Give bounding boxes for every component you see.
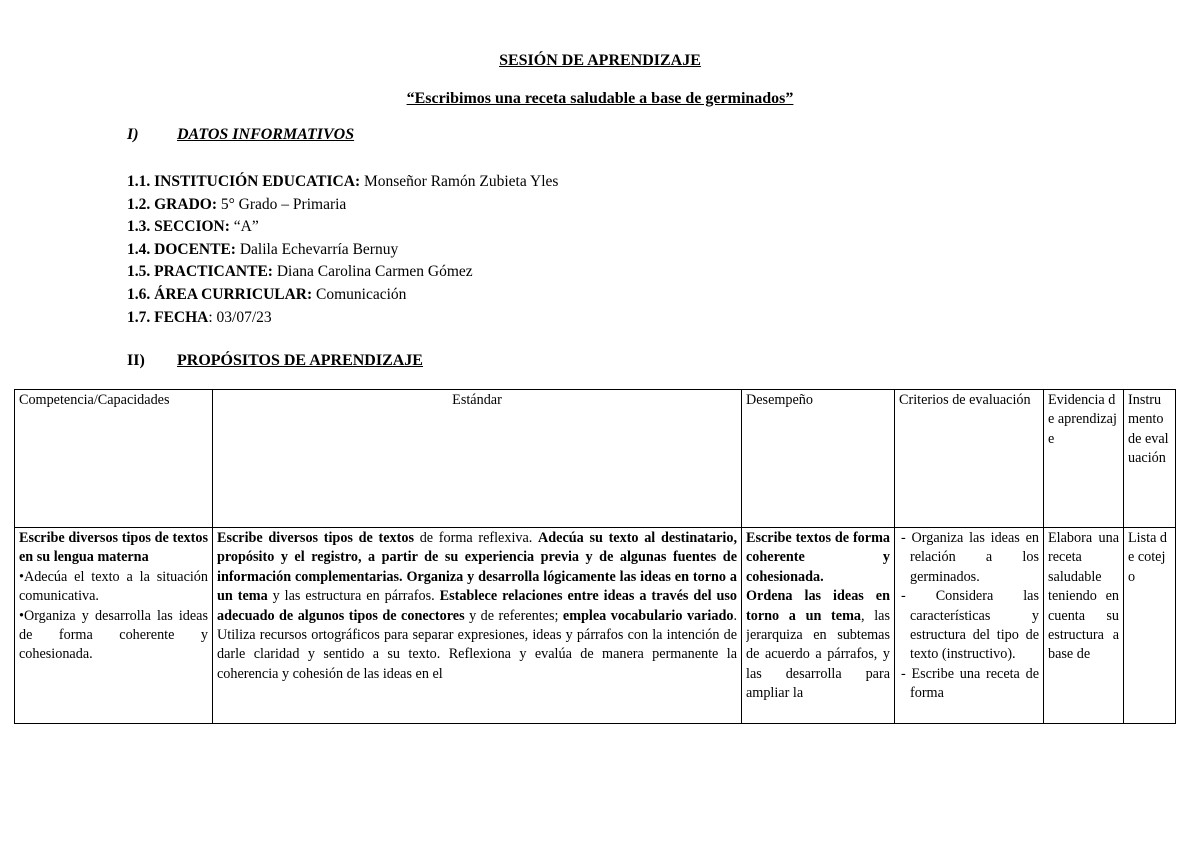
info-value: “A” [229, 218, 259, 236]
section-title: DATOS INFORMATIVOS [177, 126, 355, 143]
header-desempeno: Desempeño [742, 390, 895, 528]
section-propositos [127, 352, 423, 370]
info-row-institucion [127, 171, 558, 194]
info-label: 1.5. PRACTICANTE: [127, 263, 273, 281]
header-evidencia: Evidencia de aprendizaje [1044, 390, 1124, 528]
criterio-item: - Organiza las ideas en relación a los germinados. [901, 530, 1039, 585]
estandar-bold-1: Escribe diversos tipos de textos [217, 530, 414, 546]
info-label: 1.2. GRADO: [127, 195, 217, 213]
info-label: 1.7. FECHA [127, 308, 209, 326]
capacidad-1: •Adecúa el texto a la situación comunicativa. [19, 568, 208, 605]
info-label: 1.3. SECCION: [127, 218, 230, 236]
info-label: 1.1. INSTITUCIÓN EDUCATICA: [127, 173, 361, 190]
table-header-row [15, 390, 1176, 528]
cell-estandar [213, 528, 742, 724]
cell-desempeno [742, 528, 895, 724]
propositos-table [14, 389, 1176, 724]
criterio-item: - Escribe una receta de forma [901, 665, 1039, 702]
session-subtitle: “Escribimos una receta saludable a base de germinados” [406, 90, 794, 107]
document-title: SESIÓN DE APRENDIZAJE [499, 52, 701, 69]
desempeno-content [746, 529, 890, 723]
cell-instrumento [1124, 528, 1176, 724]
estandar-text-1: de forma reflexiva. [414, 530, 539, 546]
info-row-grado [127, 194, 558, 217]
header-competencia: Competencia/Capacidades [15, 390, 213, 528]
info-value: Comunicación [312, 285, 407, 303]
cell-criterios [895, 528, 1044, 724]
cell-evidencia [1044, 528, 1124, 724]
info-row-seccion [127, 216, 558, 239]
section-number: I) [127, 126, 139, 143]
section-title: PROPÓSITOS DE APRENDIZAJE [177, 352, 423, 369]
table-row [15, 528, 1176, 724]
header-estandar: Estándar [213, 390, 742, 528]
info-value: Dalila Echevarría Bernuy [235, 240, 399, 258]
section-datos-informativos [127, 126, 354, 144]
estandar-text-3: y de referentes; [464, 607, 563, 624]
info-row-fecha [127, 307, 558, 330]
criterios-content [899, 529, 1039, 723]
estandar-bold-4: emplea vocabulario variado [562, 607, 734, 624]
estandar-bold-3: Establece relaciones entre ideas a través del uso adecuado de algunos tipos de conectores [217, 588, 737, 624]
info-value: 5° Grado – Primaria [216, 195, 347, 213]
desempeno-bold-1: Escribe textos de forma coherente y cohesionada. [746, 530, 890, 585]
evidencia-content: Elabora una receta saludable teniendo en cuenta su estructura a base de [1048, 530, 1119, 663]
cell-competencia [15, 528, 213, 724]
competencia-title: Escribe diversos tipos de textos en su lengua materna [19, 530, 208, 566]
instrumento-content: Lista de cotejo [1128, 530, 1168, 585]
estandar-text-2: y las estructura en párrafos. [267, 588, 440, 605]
header-criterios: Criterios de evaluación [895, 390, 1044, 528]
info-row-docente [127, 239, 558, 262]
info-label: 1.4. DOCENTE: [127, 240, 236, 258]
desempeno-text-2: , las jerarquiza en subtemas de acuerdo a párrafos, y las desarrolla para ampliar la [746, 607, 890, 702]
info-value: Diana Carolina Carmen Gómez [272, 263, 473, 281]
info-label: 1.6. ÁREA CURRICULAR: [127, 285, 313, 303]
competencia-content [19, 529, 208, 723]
criterio-item: - Considera las características y estructura del tipo de texto (instructivo). [901, 588, 1039, 663]
capacidad-2: •Organiza y desarrolla las ideas de forma coherente y cohesionada. [19, 607, 208, 663]
info-value: : 03/07/23 [208, 308, 272, 326]
header-instrumento: Instrumento de evaluación [1124, 390, 1176, 528]
info-list [127, 171, 558, 329]
info-row-area [127, 284, 558, 307]
section-number: II) [127, 352, 145, 369]
estandar-text-4: . Utiliza recursos ortográficos para separar expresiones, ideas y párrafos con la intención de darle claridad y sentido a su texto. Reflexiona y evalúa de manera permanente la coherencia y cohesión de las ideas en el [217, 607, 737, 682]
info-value: Monseñor Ramón Zubieta Yles [360, 173, 559, 190]
desempeno-bold-2: Ordena las ideas en torno a un tema [746, 588, 890, 624]
estandar-content [217, 529, 737, 723]
info-row-practicante [127, 261, 558, 284]
estandar-bold-2: Adecúa su texto al destinatario, propósito y el registro, a partir de su experiencia previa y de algunas fuentes de información complementarias. Organiza y desarrolla lógicamente las ideas en torno a un tema [217, 530, 737, 605]
